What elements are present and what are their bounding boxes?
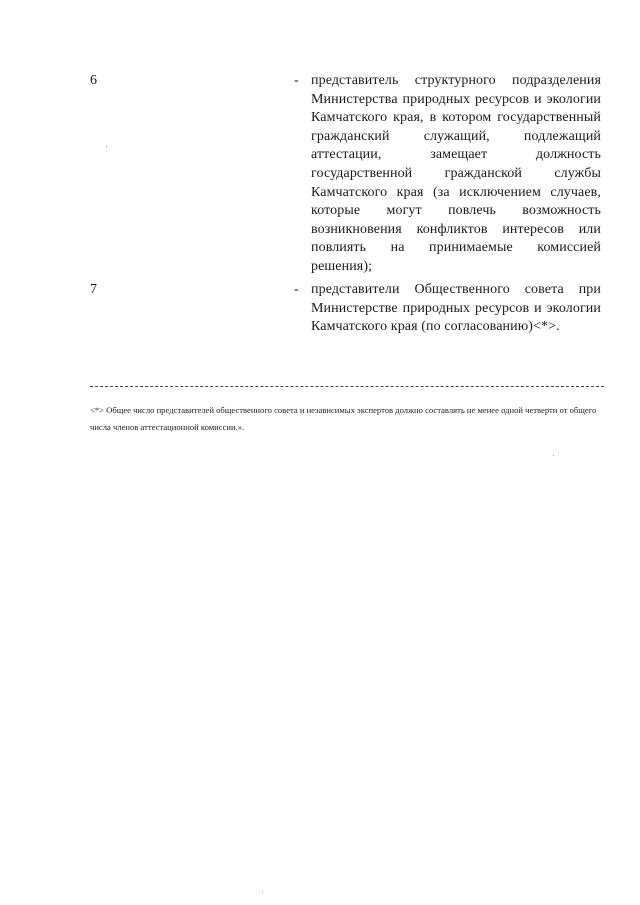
item-dash: - — [294, 73, 299, 88]
item-number: 7 — [90, 282, 97, 297]
item-number: 6 — [90, 73, 97, 88]
footnote-divider — [90, 386, 604, 387]
footnote: <*> Общее число представителей общественного совета и независимых экспертов должно составлять не менее одной четверти от общего числа членов аттестационной комиссии.». — [90, 405, 597, 432]
item-dash: - — [294, 282, 299, 297]
item-text: представители Общественного совета при Министерстве природных ресурсов и экологии Камчатского края (по согласованию)<*>. — [311, 282, 601, 335]
scan-speck — [106, 146, 107, 147]
scan-speck — [262, 892, 263, 893]
item-text: представитель структурного подразделения Министерства природных ресурсов и экологии Камчатского края, в котором государственный гражданский служащий, подлежащий аттестации, замещает должность государственной гражданской службы Камчатского края (за исключением случаев, которые могут повлечь возможность возникновения конфликтов интересов или повлиять на принимаемые комиссией решения); — [311, 73, 601, 274]
scan-speck — [553, 455, 554, 456]
